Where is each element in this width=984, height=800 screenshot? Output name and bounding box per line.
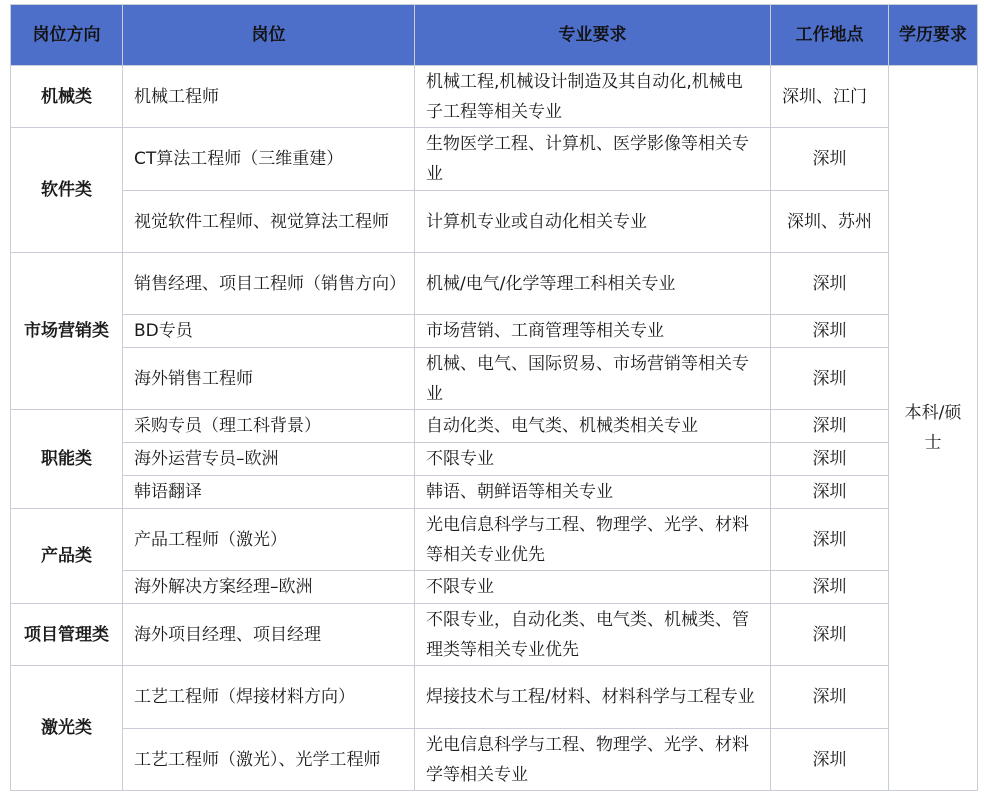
table-body (11, 66, 978, 791)
major-cell: 不限专业，自动化类、电气类、机械类、管理类等相关专业优先 (415, 604, 771, 666)
header-category: 岗位方向 (11, 5, 123, 66)
location-cell: 深圳 (771, 348, 889, 410)
header-row (11, 5, 978, 66)
position-cell: 海外销售工程师 (123, 348, 415, 410)
position-cell: 采购专员（理工科背景） (123, 410, 415, 443)
location-cell: 深圳 (771, 410, 889, 443)
category-cell: 项目管理类 (11, 604, 123, 666)
header-major: 专业要求 (415, 5, 771, 66)
category-cell: 机械类 (11, 66, 123, 128)
table-header (11, 5, 978, 66)
major-cell: 光电信息科学与工程、物理学、光学、材料等相关专业优先 (415, 509, 771, 571)
header-education: 学历要求 (889, 5, 978, 66)
table-row (11, 476, 978, 509)
category-cell: 产品类 (11, 509, 123, 604)
position-cell: 视觉软件工程师、视觉算法工程师 (123, 191, 415, 253)
category-cell: 职能类 (11, 410, 123, 509)
major-cell: 焊接技术与工程/材料、材料科学与工程专业 (415, 666, 771, 729)
location-cell: 深圳 (771, 476, 889, 509)
location-cell: 深圳 (771, 128, 889, 191)
major-cell: 计算机专业或自动化相关专业 (415, 191, 771, 253)
table-row (11, 571, 978, 604)
location-cell: 深圳 (771, 509, 889, 571)
position-cell: CT算法工程师（三维重建） (123, 128, 415, 191)
position-cell: 销售经理、项目工程师（销售方向） (123, 253, 415, 315)
major-cell: 韩语、朝鲜语等相关专业 (415, 476, 771, 509)
table-row (11, 604, 978, 666)
location-cell: 深圳、江门 (771, 66, 889, 128)
position-cell: 产品工程师（激光） (123, 509, 415, 571)
table-row (11, 315, 978, 348)
table-row (11, 509, 978, 571)
position-cell: 工艺工程师（激光）、光学工程师 (123, 729, 415, 791)
position-cell: 海外运营专员–欧洲 (123, 443, 415, 476)
table-row (11, 191, 978, 253)
location-cell: 深圳 (771, 443, 889, 476)
major-cell: 光电信息科学与工程、物理学、光学、材料学等相关专业 (415, 729, 771, 791)
table-row (11, 253, 978, 315)
category-cell: 市场营销类 (11, 253, 123, 410)
major-cell: 机械工程,机械设计制造及其自动化,机械电子工程等相关专业 (415, 66, 771, 128)
table-row (11, 443, 978, 476)
header-position: 岗位 (123, 5, 415, 66)
position-cell: BD专员 (123, 315, 415, 348)
table-row (11, 410, 978, 443)
position-cell: 海外解决方案经理–欧洲 (123, 571, 415, 604)
location-cell: 深圳 (771, 315, 889, 348)
major-cell: 自动化类、电气类、机械类相关专业 (415, 410, 771, 443)
table-row (11, 128, 978, 191)
table-row (11, 666, 978, 729)
table-row (11, 729, 978, 791)
header-location: 工作地点 (771, 5, 889, 66)
recruitment-table (10, 4, 978, 791)
major-cell: 不限专业 (415, 443, 771, 476)
major-cell: 机械、电气、国际贸易、市场营销等相关专业 (415, 348, 771, 410)
location-cell: 深圳、苏州 (771, 191, 889, 253)
education-cell: 本科/硕士 (889, 66, 978, 791)
location-cell: 深圳 (771, 571, 889, 604)
major-cell: 生物医学工程、计算机、医学影像等相关专业 (415, 128, 771, 191)
location-cell: 深圳 (771, 604, 889, 666)
position-cell: 机械工程师 (123, 66, 415, 128)
location-cell: 深圳 (771, 666, 889, 729)
location-cell: 深圳 (771, 253, 889, 315)
major-cell: 机械/电气/化学等理工科相关专业 (415, 253, 771, 315)
position-cell: 韩语翻译 (123, 476, 415, 509)
category-cell: 激光类 (11, 666, 123, 791)
position-cell: 海外项目经理、项目经理 (123, 604, 415, 666)
major-cell: 市场营销、工商管理等相关专业 (415, 315, 771, 348)
table-row (11, 348, 978, 410)
location-cell: 深圳 (771, 729, 889, 791)
category-cell: 软件类 (11, 128, 123, 253)
table-row (11, 66, 978, 128)
major-cell: 不限专业 (415, 571, 771, 604)
position-cell: 工艺工程师（焊接材料方向） (123, 666, 415, 729)
